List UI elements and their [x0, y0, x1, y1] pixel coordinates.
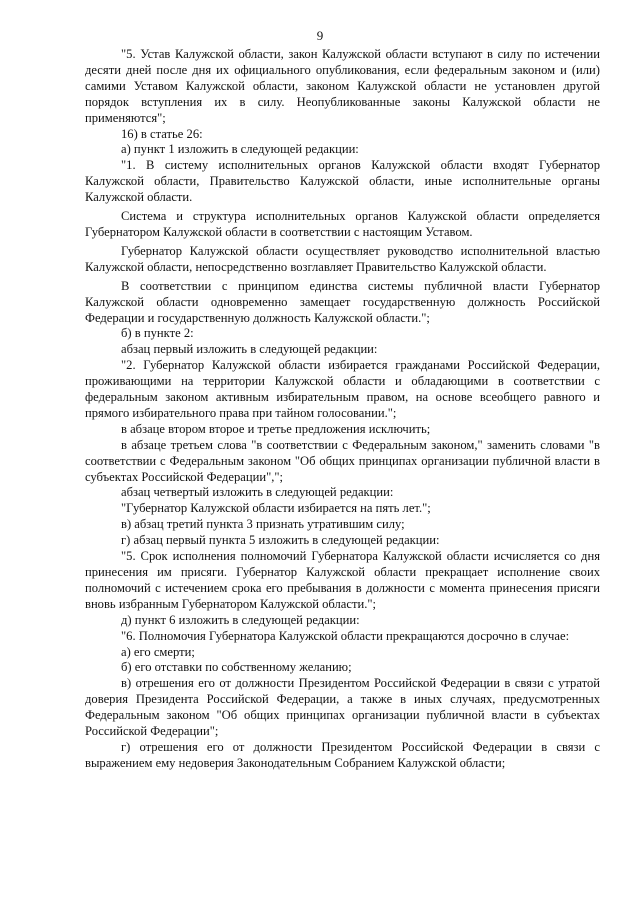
paragraph: в абзаце втором второе и третье предложения исключить;: [121, 421, 431, 436]
paragraph: д) пункт 6 изложить в следующей редакции:: [121, 612, 360, 627]
paragraph: б) в пункте 2:: [121, 326, 194, 341]
document-body: [85, 47, 600, 772]
paragraph: "5. Срок исполнения полномочий Губернатора Калужской области исчисляется со дня принесения им присяги. Губернатор Калужской области прекращает исполнение своих полномочий с истечением срока его пребывания в должности с момента принесения присяги вновь избранным Губернатором Калужской области.";: [85, 549, 600, 611]
paragraph: в абзаце третьем слова "в соответствии с Федеральным законом," заменить словами "в соответствии с Федеральным законом "Об общих принципах организации публичной власти в субъектах Российской Федерации",";: [85, 437, 600, 484]
paragraph: "Губернатор Калужской области избирается на пять лет.";: [121, 501, 431, 516]
paragraph: г) абзац первый пункта 5 изложить в следующей редакции:: [121, 533, 440, 548]
page-number: 9: [316, 28, 324, 43]
paragraph: В соответствии с принципом единства системы публичной власти Губернатор Калужской области одновременно замещает государственную должность Российской Федерации и государственную должность Калужской области.";: [85, 278, 600, 325]
paragraph: Система и структура исполнительных органов Калужской области определяется Губернатором Калужской области в соответствии с настоящим Уставом.: [85, 209, 600, 239]
paragraph: абзац четвертый изложить в следующей редакции:: [121, 485, 394, 500]
paragraph: "6. Полномочия Губернатора Калужской области прекращаются досрочно в случае:: [121, 628, 570, 643]
paragraph: 16) в статье 26:: [121, 126, 203, 141]
paragraph: "2. Губернатор Калужской области избирается гражданами Российской Федерации, проживающими на территории Калужской области и обладающими в соответствии с федеральным законом активным избирательным правом, на основе всеобщего равного и прямого избирательного права при тайном голосовании.";: [85, 358, 600, 420]
paragraph: "5. Устав Калужской области, закон Калужской области вступают в силу по истечении десяти дней после дня их официального опубликования, если федеральным законом и (или) самими Уставом Калужской области, законом Калужской области не установлен другой порядок вступления их в силу. Неопубликованные законы Калужской области не применяются";: [85, 47, 600, 125]
paragraph: "1. В систему исполнительных органов Калужской области входят Губернатор Калужской области, Правительство Калужской области, иные исполнительные органы Калужской области.: [85, 158, 600, 205]
paragraph: а) пункт 1 изложить в следующей редакции:: [121, 142, 359, 157]
paragraph: в) абзац третий пункта 3 признать утратившим силу;: [121, 517, 405, 532]
paragraph: б) его отставки по собственному желанию;: [121, 660, 352, 675]
paragraph: абзац первый изложить в следующей редакции:: [121, 342, 378, 357]
paragraph: а) его смерти;: [121, 644, 195, 659]
paragraph: Губернатор Калужской области осуществляет руководство исполнительной властью Калужской области, непосредственно возглавляет Правительство Калужской области.: [85, 243, 600, 274]
paragraph: г) отрешения его от должности Президентом Российской Федерации в связи с выражением ему недоверия Законодательным Собранием Калужской области;: [85, 739, 600, 770]
paragraph: в) отрешения его от должности Президентом Российской Федерации в связи с утратой доверия Президента Российской Федерации, а также в иных случаях, предусмотренных Федеральным законом "Об общих принципах организации публичной власти в субъектах Российской Федерации";: [85, 676, 600, 739]
